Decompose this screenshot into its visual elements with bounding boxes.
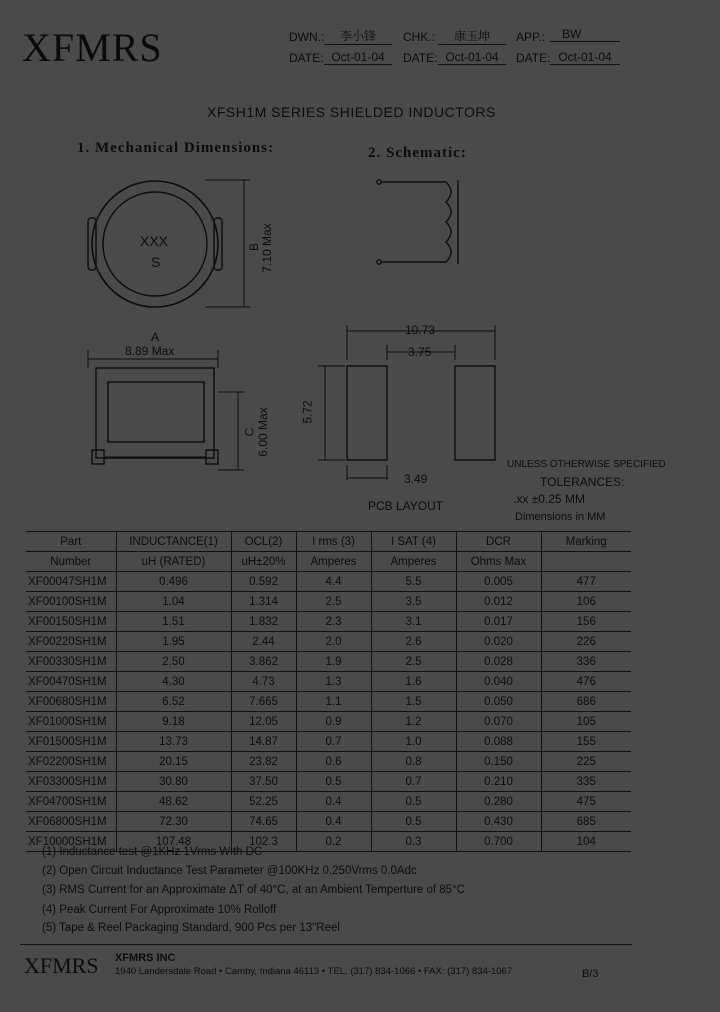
cell-isat: 3.1: [371, 612, 456, 632]
pcb-pad-width-dim: 3.49: [404, 472, 428, 486]
cell-part: XF00680SH1M: [26, 692, 116, 712]
pcb-height-dim: [301, 400, 315, 423]
app-value: BW: [550, 27, 620, 42]
dim-c-letter-text: C: [242, 427, 257, 437]
cell-ocl: 74.65: [231, 812, 296, 832]
header-cell-inductance: uH (RATED): [116, 552, 231, 572]
note-4: (4) Peak Current For Approximate 10% Rolloff: [42, 904, 277, 916]
cell-isat: 1.0: [371, 732, 456, 752]
table-row: [26, 712, 631, 732]
cell-irms: 2.3: [296, 612, 371, 632]
date-value-app: Oct-01-04: [550, 50, 620, 65]
cell-ocl: 7.665: [231, 692, 296, 712]
dim-b-value: [260, 213, 274, 283]
header-cell-part: Number: [26, 552, 116, 572]
header-cell-irms: Amperes: [296, 552, 371, 572]
marking-line-2: S: [151, 254, 161, 270]
note-5: (5) Tape & Reel Packaging Standard, 900 Pcs per 13"Reel: [42, 922, 340, 934]
table-row: [26, 732, 631, 752]
cell-part: XF02200SH1M: [26, 752, 116, 772]
cell-irms: 2.5: [296, 592, 371, 612]
header-cell-isat: Amperes: [371, 552, 456, 572]
cell-dcr: 0.020: [456, 632, 541, 652]
header-cell-marking: Marking: [541, 532, 631, 552]
cell-ocl: 102.3: [231, 832, 296, 852]
footer-address: 1940 Landersdale Road • Camby, Indiana 46113 • TEL. (317) 834-1066 • FAX: (317) 834-1067: [115, 966, 513, 977]
cell-isat: 1.2: [371, 712, 456, 732]
cell-isat: 5.5: [371, 572, 456, 592]
page-title: XFSH1M SERIES SHIELDED INDUCTORS: [207, 104, 496, 120]
cell-ocl: 12.05: [231, 712, 296, 732]
cell-dcr: 0.012: [456, 592, 541, 612]
cell-part: XF00220SH1M: [26, 632, 116, 652]
company-logo: XFMRS: [22, 25, 163, 70]
cell-dcr: 0.017: [456, 612, 541, 632]
cell-inductance: 6.52: [116, 692, 231, 712]
date-value-dwn: Oct-01-04: [324, 50, 392, 65]
cell-part: XF01000SH1M: [26, 712, 116, 732]
cell-dcr: 0.070: [456, 712, 541, 732]
cell-part: XF00330SH1M: [26, 652, 116, 672]
cell-inductance: 13.73: [116, 732, 231, 752]
cell-isat: 0.5: [371, 792, 456, 812]
cell-inductance: 1.04: [116, 592, 231, 612]
pcb-gap-dim: 3.75: [408, 345, 432, 359]
table-row: [26, 652, 631, 672]
page-number: B/3: [582, 968, 599, 980]
table-row: [26, 692, 631, 712]
table-row: [26, 672, 631, 692]
spec-table: [26, 531, 631, 852]
cell-ocl: 3.862: [231, 652, 296, 672]
header-cell-inductance: INDUCTANCE(1): [116, 532, 231, 552]
chk-label: CHK.:: [403, 30, 436, 44]
dwn-label: DWN.:: [289, 30, 325, 44]
cell-irms: 1.9: [296, 652, 371, 672]
cell-dcr: 0.028: [456, 652, 541, 672]
header-cell-ocl: uH±20%: [231, 552, 296, 572]
cell-dcr: 0.280: [456, 792, 541, 812]
cell-marking: 686: [541, 692, 631, 712]
cell-irms: 0.6: [296, 752, 371, 772]
right-terminal-side-view: [206, 450, 218, 464]
cell-inductance: 107.48: [116, 832, 231, 852]
cell-irms: 0.5: [296, 772, 371, 792]
footer-logo: XFMRS: [24, 953, 99, 978]
cell-part: XF00150SH1M: [26, 612, 116, 632]
cell-ocl: 37.50: [231, 772, 296, 792]
table-header-row: [26, 532, 631, 552]
cell-part: XF04700SH1M: [26, 792, 116, 812]
tolerance-line-4: Dimensions in MM: [515, 511, 606, 523]
chk-value: 康玉坤: [438, 27, 506, 45]
header-cell-dcr: Ohms Max: [456, 552, 541, 572]
cell-irms: 4.4: [296, 572, 371, 592]
cell-ocl: 2.44: [231, 632, 296, 652]
header-cell-dcr: DCR: [456, 532, 541, 552]
cell-marking: 225: [541, 752, 631, 772]
cell-marking: 156: [541, 612, 631, 632]
table-row: [26, 632, 631, 652]
cell-dcr: 0.088: [456, 732, 541, 752]
cell-part: XF10000SH1M: [26, 832, 116, 852]
cell-isat: 0.7: [371, 772, 456, 792]
table-row: [26, 812, 631, 832]
cell-marking: 475: [541, 792, 631, 812]
cell-marking: 336: [541, 652, 631, 672]
dim-c-value-text: 6.00 Max: [256, 407, 270, 457]
pcb-height-text: 5.72: [300, 400, 315, 424]
app-label: APP.:: [516, 30, 546, 44]
dim-b-value-text: 7.10 Max: [260, 223, 274, 273]
cell-inductance: 1.95: [116, 632, 231, 652]
dim-b-letter-text: B: [247, 242, 262, 252]
cell-isat: 3.5: [371, 592, 456, 612]
cell-inductance: 48.62: [116, 792, 231, 812]
date-label-dwn: DATE:: [289, 51, 324, 65]
cell-dcr: 0.040: [456, 672, 541, 692]
note-2: (2) Open Circuit Inductance Test Parameter @100KHz 0.250Vrms 0.0Adc: [42, 865, 417, 877]
cell-irms: 0.9: [296, 712, 371, 732]
cell-dcr: 0.150: [456, 752, 541, 772]
cell-dcr: 0.430: [456, 812, 541, 832]
header-cell-part: Part: [26, 532, 116, 552]
table-row: [26, 592, 631, 612]
cell-dcr: 0.700: [456, 832, 541, 852]
cell-irms: 1.1: [296, 692, 371, 712]
cell-ocl: 14.87: [231, 732, 296, 752]
table-header-row: [26, 552, 631, 572]
tolerance-line-3: .xx ±0.25 MM: [513, 492, 585, 506]
dim-c-value: [256, 397, 270, 467]
header-cell-irms: I rms (3): [296, 532, 371, 552]
header-cell-isat: I SAT (4): [371, 532, 456, 552]
table-row: [26, 752, 631, 772]
schematic-coil: [377, 180, 458, 264]
dim-a-value: 8.89 Max: [125, 344, 175, 358]
cell-marking: 335: [541, 772, 631, 792]
cell-irms: 0.2: [296, 832, 371, 852]
cell-isat: 0.3: [371, 832, 456, 852]
tolerance-line-1: UNLESS OTHERWISE SPECIFIED: [507, 459, 666, 470]
table-row: [26, 572, 631, 592]
cell-ocl: 1.832: [231, 612, 296, 632]
cell-inductance: 1.51: [116, 612, 231, 632]
footer-company: XFMRS INC: [115, 952, 176, 964]
tolerance-line-2: TOLERANCES:: [540, 475, 625, 489]
left-terminal-side-view: [92, 450, 104, 464]
date-value-chk: Oct-01-04: [438, 50, 506, 65]
dim-a-letter: A: [151, 330, 160, 344]
cell-irms: 0.7: [296, 732, 371, 752]
cell-dcr: 0.005: [456, 572, 541, 592]
cell-inductance: 4.30: [116, 672, 231, 692]
section-mechanical-heading: 1. Mechanical Dimensions:: [77, 140, 275, 156]
pcb-pad-left: [347, 366, 387, 460]
table-row: [26, 792, 631, 812]
pcb-overall-dim: 10.73: [405, 323, 436, 337]
cell-irms: 1.3: [296, 672, 371, 692]
date-label-chk: DATE:: [403, 51, 438, 65]
cell-irms: 0.4: [296, 812, 371, 832]
cell-part: XF00470SH1M: [26, 672, 116, 692]
cell-marking: 105: [541, 712, 631, 732]
header-cell-ocl: OCL(2): [231, 532, 296, 552]
cell-marking: 226: [541, 632, 631, 652]
cell-part: XF00047SH1M: [26, 572, 116, 592]
cell-isat: 1.5: [371, 692, 456, 712]
dim-c-letter: [242, 428, 256, 437]
cell-isat: 1.6: [371, 672, 456, 692]
cell-ocl: 0.592: [231, 572, 296, 592]
pcb-layout-label: PCB LAYOUT: [368, 499, 444, 513]
footer-rule: [20, 944, 632, 945]
cell-isat: 2.6: [371, 632, 456, 652]
cell-irms: 0.4: [296, 792, 371, 812]
cell-ocl: 23.82: [231, 752, 296, 772]
cell-part: XF06800SH1M: [26, 812, 116, 832]
cell-marking: 476: [541, 672, 631, 692]
cell-marking: 685: [541, 812, 631, 832]
cell-marking: 106: [541, 592, 631, 612]
cell-inductance: 9.18: [116, 712, 231, 732]
cell-isat: 0.8: [371, 752, 456, 772]
table-row: [26, 772, 631, 792]
header-cell-marking: [541, 552, 631, 572]
date-label-app: DATE:: [516, 51, 551, 65]
cell-dcr: 0.050: [456, 692, 541, 712]
cell-part: XF01500SH1M: [26, 732, 116, 752]
cell-ocl: 52.25: [231, 792, 296, 812]
cell-inductance: 30.80: [116, 772, 231, 792]
cell-inductance: 0.496: [116, 572, 231, 592]
dim-b-letter-upright: [247, 243, 261, 251]
cell-ocl: 4.73: [231, 672, 296, 692]
dwn-value: 李小锋: [324, 27, 392, 45]
marking-line-1: XXX: [140, 233, 169, 249]
inductor-side-view-core: [108, 382, 204, 442]
pcb-pad-right: [455, 366, 495, 460]
note-3: (3) RMS Current for an Approximate ΔT of 40°C, at an Ambient Temperture of 85°C: [42, 884, 465, 896]
cell-ocl: 1.314: [231, 592, 296, 612]
cell-isat: 0.5: [371, 812, 456, 832]
note-1: (1) Inductance test @1KHz 1Vrms With DC: [42, 846, 263, 858]
cell-dcr: 0.210: [456, 772, 541, 792]
cell-marking: 477: [541, 572, 631, 592]
section-schematic-heading: 2. Schematic:: [368, 145, 467, 161]
cell-inductance: 2.50: [116, 652, 231, 672]
cell-part: XF00100SH1M: [26, 592, 116, 612]
table-row: [26, 612, 631, 632]
cell-inductance: 72.30: [116, 812, 231, 832]
cell-marking: 155: [541, 732, 631, 752]
cell-part: XF03300SH1M: [26, 772, 116, 792]
cell-isat: 2.5: [371, 652, 456, 672]
cell-inductance: 20.15: [116, 752, 231, 772]
cell-irms: 2.0: [296, 632, 371, 652]
cell-marking: 104: [541, 832, 631, 852]
